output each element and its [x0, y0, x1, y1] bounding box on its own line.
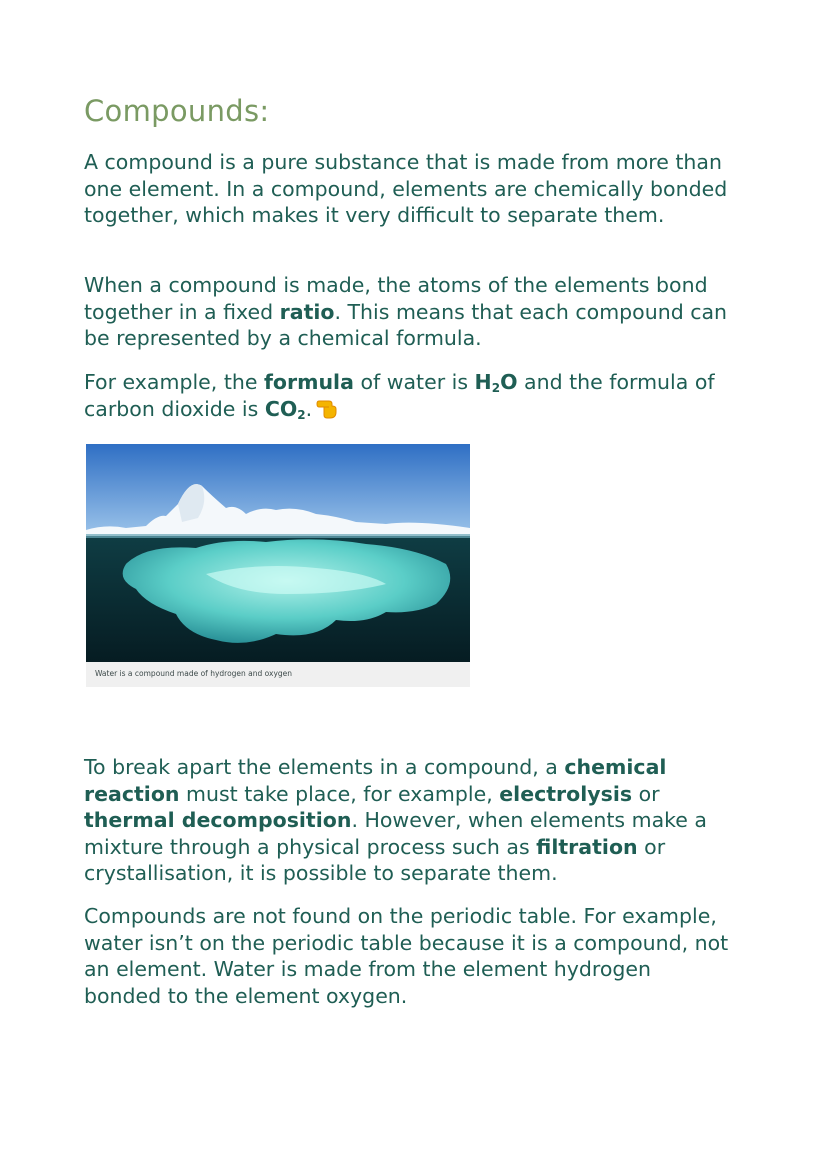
bold-term-chemical-reaction: chemical reaction [84, 755, 667, 806]
bold-term-filtration: filtration [536, 834, 638, 859]
paragraph-separation [84, 754, 734, 887]
formula-carbon-dioxide: $CO_2$ [264, 396, 306, 422]
bold-term-thermal-decomposition: thermal decomposition [84, 808, 352, 833]
text-span: of water is [353, 370, 475, 394]
text-span: and the formula of carbon dioxide is [84, 370, 715, 421]
text-span: or crystallisation, it is possible to separate them. [84, 834, 666, 886]
iceberg-figure [86, 444, 470, 687]
bold-term-formula: formula [263, 370, 354, 394]
bold-term-ratio: ratio [279, 299, 335, 324]
text-span: . [305, 396, 313, 421]
text-span: . This means that each compound can be represented by a chemical formula. [84, 299, 728, 351]
page-title: Compounds: [84, 94, 270, 128]
text-span: must take place, for example, [179, 781, 500, 806]
paragraph-definition: A compound is a pure substance that is made from more than one element. In a compound, elements are chemically bonded together, which makes it very difficult to separate them. [84, 150, 728, 228]
text-span: or [632, 781, 660, 806]
formula-water: $H_2O$ [474, 370, 518, 395]
paragraph-periodic-table: Compounds are not found on the periodic table. For example, water isn’t on the periodic table because it is a compound, not an element. Water is made from the element hydrogen bonded to the element oxygen. [84, 904, 729, 1008]
figure-caption: Water is a compound made of hydrogen and oxygen [95, 669, 293, 678]
pointing-down-hand-icon [316, 398, 340, 420]
text-span: To break apart the elements in a compound, a [84, 755, 565, 779]
text-span: For example, the [84, 370, 264, 394]
paragraph-fixed-ratio [84, 272, 734, 352]
paragraph-formula-example [84, 369, 734, 422]
text-span: When a compound is made, the atoms of the elements bond together in a fixed [84, 273, 708, 324]
iceberg-image [86, 444, 470, 662]
text-span: . However, when elements make a mixture through a physical process such as [84, 808, 707, 859]
bold-term-electrolysis: electrolysis [499, 781, 633, 806]
